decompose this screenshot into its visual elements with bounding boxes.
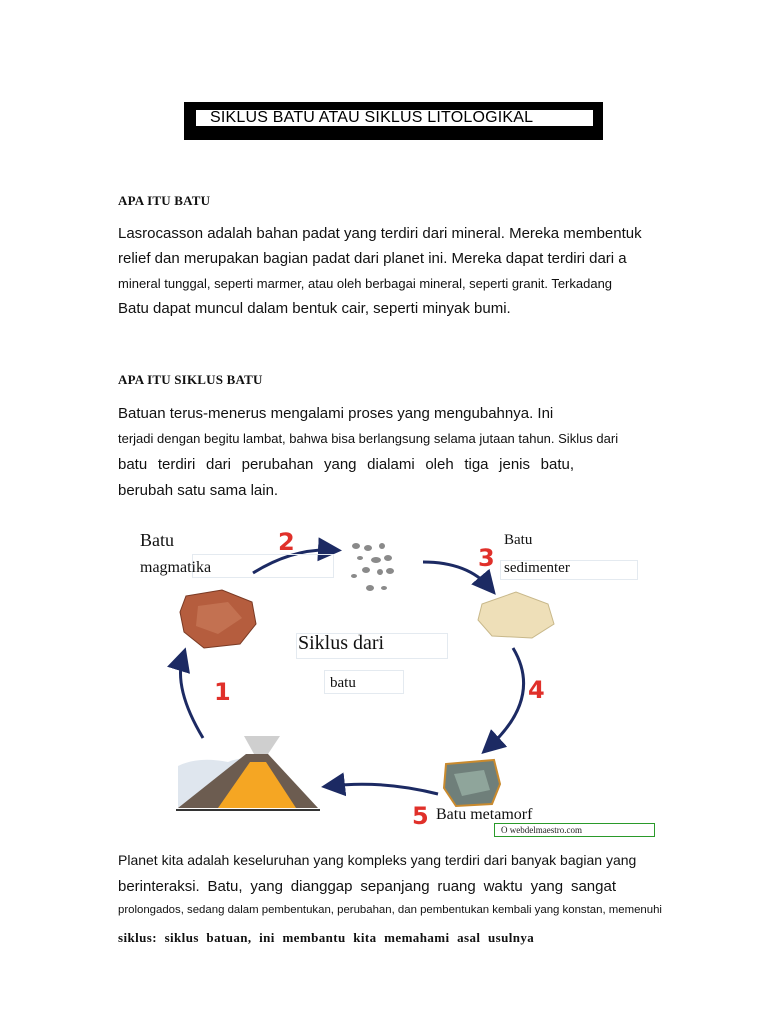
label-sedimenter: sedimenter xyxy=(504,560,570,576)
rock-cycle-diagram xyxy=(118,518,650,838)
label-batu-magmatika: Batu xyxy=(140,530,174,550)
paragraph-line: relief dan merupakan bagian padat dari planet ini. Mereka dapat terdiri dari a xyxy=(118,250,627,267)
sedimentary-rock-icon xyxy=(478,592,554,638)
label-batu-metamorf: Batu metamorf xyxy=(436,806,533,823)
paragraph-line: Batuan terus-menerus mengalami proses yang mengubahnya. Ini xyxy=(118,405,554,422)
volcano-icon xyxy=(176,736,320,810)
label-batu-sedimenter: Batu xyxy=(504,532,533,548)
step-number: 2 xyxy=(278,528,295,556)
paragraph-line: batu terdiri dari perubahan yang dialami oleh tiga jenis batu, xyxy=(118,456,574,473)
image-credit: O webdelmaestro.com xyxy=(494,823,655,837)
paragraph-line: siklus: siklus batuan, ini membantu kita memahami asal usulnya xyxy=(118,930,535,945)
paragraph-line: Batu dapat muncul dalam bentuk cair, seperti minyak bumi. xyxy=(118,300,511,317)
paragraph-line: mineral tunggal, seperti marmer, atau oleh berbagai mineral, seperti granit. Terkadang xyxy=(118,276,613,291)
paragraph-line: berubah satu sama lain. xyxy=(118,482,279,499)
center-title: Siklus dari xyxy=(298,632,385,654)
heading-apa-itu-siklus-batu: APA ITU SIKLUS BATU xyxy=(118,372,263,387)
sediment-pebbles-icon xyxy=(351,543,394,591)
step-number: 1 xyxy=(214,678,231,706)
document-title: SIKLUS BATU ATAU SIKLUS LITOLOGIKAL xyxy=(196,110,593,126)
heading-apa-itu-batu: APA ITU BATU xyxy=(118,193,211,208)
arrow-4 xyxy=(488,648,524,748)
step-number: 5 xyxy=(412,802,429,830)
paragraph-line: Lasrocasson adalah bahan padat yang terdiri dari mineral. Mereka membentuk xyxy=(118,225,642,242)
step-number: 3 xyxy=(478,544,495,572)
arrow-5 xyxy=(330,784,438,794)
paragraph-line: terjadi dengan begitu lambat, bahwa bisa berlangsung selama jutaan tahun. Siklus dari xyxy=(118,431,619,446)
arrow-1 xyxy=(181,656,204,738)
step-number: 4 xyxy=(528,676,545,704)
label-magmatika: magmatika xyxy=(140,559,212,576)
paragraph-line: Planet kita adalah keseluruhan yang kompleks yang terdiri dari banyak bagian yang xyxy=(118,852,637,868)
center-subtitle: batu xyxy=(330,675,356,691)
paragraph-line: prolongados, sedang dalam pembentukan, perubahan, dan pembentukan kembali yang konstan, memenuhi xyxy=(118,904,662,916)
title-banner xyxy=(184,102,603,140)
paragraph-line: berinteraksi. Batu, yang dianggap sepanjang ruang waktu yang sangat xyxy=(118,878,616,895)
